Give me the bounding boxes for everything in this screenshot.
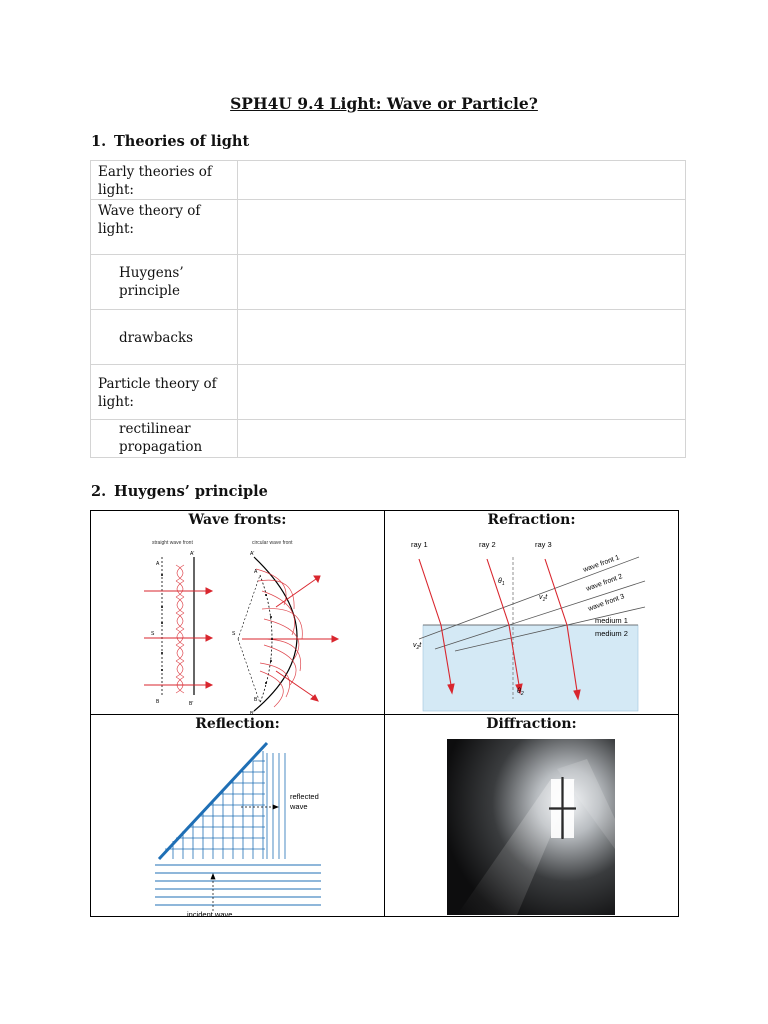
grid-lines: [165, 751, 285, 859]
row-label: Particle theory of light:: [91, 365, 238, 420]
wave-fronts-diagram: [144, 535, 344, 715]
answer-cell[interactable]: [238, 255, 686, 310]
row-label: Early theories of light:: [91, 161, 238, 200]
incident-arrow: [211, 874, 215, 911]
answer-cell[interactable]: [238, 161, 686, 200]
rays-circular: [242, 576, 338, 701]
wave-front-label: wave front 3: [587, 593, 626, 613]
table-row: [91, 365, 686, 420]
wavelet-arcs-circular: [256, 569, 302, 707]
wavelet-arcs-straight: [176, 565, 184, 693]
reflection-diagram: [155, 739, 325, 919]
table-row: [91, 161, 686, 200]
section-label: Huygens’ principle: [114, 483, 268, 500]
incident-wave-lines: [155, 865, 321, 905]
point-label: B': [250, 711, 255, 715]
diffraction-cell: [385, 715, 679, 917]
angle-label: $\theta_1$: [498, 578, 505, 587]
reflected-label: reflected: [290, 792, 319, 801]
point-label: S: [232, 631, 236, 637]
medium-label: medium 2: [595, 629, 628, 638]
reflection-caption: Reflection:: [195, 716, 280, 732]
point-label: A': [190, 551, 195, 557]
section-number: 1.: [91, 133, 107, 150]
rays-straight: [144, 588, 212, 688]
circular-wave-front-label: circular wave front: [252, 540, 293, 546]
point-label: B: [156, 699, 160, 705]
wave-front-label: wave front 2: [585, 573, 624, 593]
reflection-cell: [91, 715, 385, 917]
angle-label: $\theta_2$: [517, 688, 524, 697]
speed-label: $v_2t$: [413, 642, 422, 651]
table-row: [91, 200, 686, 255]
theories-table: [90, 160, 686, 458]
section-heading-huygens: [91, 483, 268, 500]
row-label: Huygens’ principle: [91, 255, 238, 310]
point-label: A: [156, 561, 160, 567]
row-label: rectilinear propagation: [91, 420, 238, 458]
row-label: Wave theory of light:: [91, 200, 238, 255]
refraction-caption: Refraction:: [487, 512, 576, 528]
section-heading-theories: [91, 133, 249, 150]
reflected-arrow: [241, 805, 278, 809]
section-label: Theories of light: [114, 133, 250, 150]
ray-label: ray 1: [411, 540, 428, 549]
table-row: [91, 310, 686, 365]
point-label: B: [254, 697, 258, 703]
refraction-cell: [385, 511, 679, 715]
diffraction-photo: [447, 739, 615, 915]
wave-fronts-caption: Wave fronts:: [188, 512, 287, 528]
point-label: A': [250, 551, 255, 557]
refraction-diagram: [399, 535, 661, 715]
answer-cell[interactable]: [238, 310, 686, 365]
wave-fronts-cell: [91, 511, 385, 715]
section-number: 2.: [91, 483, 107, 500]
table-row: [91, 420, 686, 458]
reflected-label: wave: [290, 802, 308, 811]
speed-label: $v_1t$: [539, 594, 548, 603]
straight-wave-front-label: straight wave front: [152, 540, 193, 546]
wave-front-label: wave front 1: [582, 554, 621, 574]
diffraction-caption: Diffraction:: [486, 716, 577, 732]
row-label: drawbacks: [91, 310, 238, 365]
incident-label: incident wave: [187, 910, 233, 919]
answer-cell[interactable]: [238, 365, 686, 420]
huygens-grid: [90, 510, 679, 917]
point-label: A: [254, 569, 258, 575]
answer-cell[interactable]: [238, 200, 686, 255]
point-label: B': [189, 701, 194, 707]
new-circular-front: [254, 557, 297, 711]
table-row: [91, 255, 686, 310]
ray-label: ray 3: [535, 540, 552, 549]
page-title: SPH4U 9.4 Light: Wave or Particle?: [230, 94, 538, 113]
ray-label: ray 2: [479, 540, 496, 549]
medium-label: medium 1: [595, 616, 628, 625]
answer-cell[interactable]: [238, 420, 686, 458]
point-label: S: [151, 631, 155, 637]
